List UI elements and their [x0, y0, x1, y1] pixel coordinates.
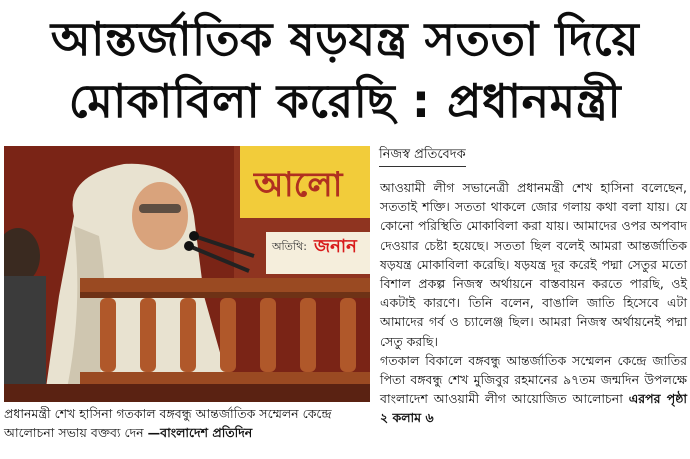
caption-text: প্রধানমন্ত্রী শেখ হাসিনা গতকাল বঙ্গবন্ধু আন্তর্জাতিক সম্মেলন কেন্দ্রে আলোচনা সভায় বক্তব্য দেন	[4, 406, 332, 440]
news-photo	[4, 146, 370, 402]
article-paragraph-1: আওয়ামী লীগ সভানেত্রী প্রধানমন্ত্রী শেখ হাসিনা বলেছেন, সততাই শক্তি। সততা থাকলে জোর গলায় কথা বলা যায়। যে কোনো পরিস্থিতি মোকাবিলা করা যায়। আমাদের ওপর অপবাদ দেওয়ার চেষ্টা হয়েছে। সততা ছিল বলেই আমরা আন্তর্জাতিক ষড়যন্ত্র মোকাবিলা করেছি। ষড়যন্ত্র দূর করেই পদ্মা সেতুর মতো বিশাল প্রকল্প নিজস্ব অর্থায়নে বাস্তবায়ন করতে পারছি, ওই একটাই কারণে। তিনি বলেন, বাঙালি জাতি হিসেবে এটা আমাদের গর্ব ও চ্যালেঞ্জ ছিল। আমরা নিজস্ব অর্থায়নেই পদ্মা সেতু করছি।	[380, 180, 687, 349]
podium-sign-text: জনান	[314, 236, 357, 257]
article-paragraph-2	[380, 351, 687, 428]
article-body	[380, 178, 687, 428]
photo-illustration	[4, 146, 370, 402]
podium-sign-prefix: অতিথি:	[272, 240, 307, 253]
headline	[0, 0, 690, 140]
headline-line-1: আন্তর্জাতিক ষড়যন্ত্র সততা দিয়ে	[50, 12, 640, 66]
continued-on-page: এরপর পৃষ্ঠা ২ কলাম ৬	[380, 391, 687, 426]
byline: নিজস্ব প্রতিবেদক	[379, 146, 466, 167]
banner-text: আলো	[254, 165, 343, 205]
headline-line-2: মোকাবিলা করেছি : প্রধানমন্ত্রী	[68, 74, 622, 128]
speaker-face	[132, 182, 188, 250]
article-paragraph-2-text: গতকাল বিকালে বঙ্গবন্ধু আন্তর্জাতিক সম্মেলন কেন্দ্রে জাতির পিতা বঙ্গবন্ধু শেখ মুজিবুর রহমানের ৯৭তম জন্মদিন উপলক্ষে বাংলাদেশ আওয়ামী লীগ আয়োজিত আলোচনা	[380, 352, 687, 407]
photo-caption	[4, 404, 372, 442]
caption-credit: —বাংলাদেশ প্রতিদিন	[147, 425, 253, 440]
podium	[80, 278, 370, 292]
